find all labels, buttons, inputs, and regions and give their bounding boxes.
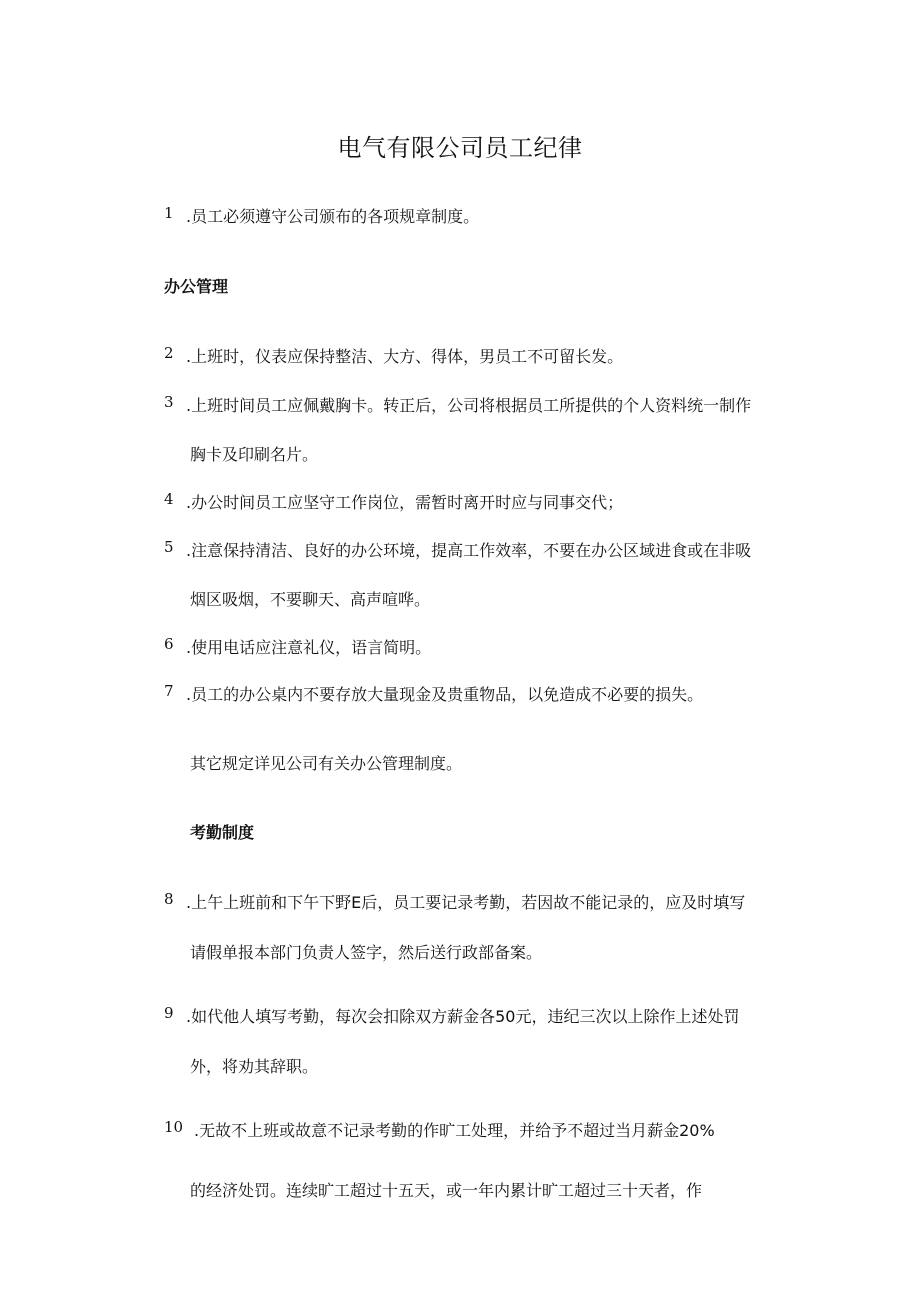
item-text: .员工的办公桌内不要存放大量现金及贵重物品，以免造成不必要的损失。	[186, 685, 704, 704]
section-heading-office: 办公管理	[164, 277, 229, 296]
item-number: 8	[164, 890, 174, 908]
item-number: 2	[164, 344, 174, 362]
office-note: 其它规定详见公司有关办公管理制度。	[190, 754, 463, 773]
document-title: 电气有限公司员工纪律	[337, 134, 583, 162]
item-number: 1	[164, 204, 174, 222]
item-text: .办公时间员工应坚守工作岗位，需暂时离开时应与同事交代；	[186, 493, 624, 512]
item-text: .使用电话应注意礼仪，语言简明。	[186, 638, 432, 657]
item-text: .无故不上班或故意不记录考勤的作旷工处理，并给予不超过当月薪金20%	[194, 1121, 715, 1140]
item-continuation: 烟区吸烟，不要聊天、高声喧哗。	[190, 590, 431, 609]
item-number: 4	[164, 490, 174, 508]
item-number: 5	[164, 538, 174, 556]
item-text: .如代他人填写考勤，每次会扣除双方薪金各50元，违纪三次以上除作上述处罚	[186, 1007, 740, 1026]
item-continuation: 请假单报本部门负责人签字，然后送行政部备案。	[190, 943, 543, 962]
item-text: .上午上班前和下午下野E后，员工要记录考勤，若因故不能记录的，应及时填写	[186, 893, 746, 912]
item-continuation: 胸卡及印刷名片。	[190, 445, 319, 464]
item-text: .员工必须遵守公司颁布的各项规章制度。	[186, 207, 480, 226]
item-text: .上班时，仪表应保持整洁、大方、得体，男员工不可留长发。	[186, 347, 624, 366]
section-heading-attendance: 考勤制度	[190, 823, 255, 842]
item-continuation: 外，将劝其辞职。	[190, 1057, 319, 1076]
item-number: 6	[164, 635, 174, 653]
item-number: 3	[164, 393, 174, 411]
item-continuation: 的经济处罚。连续旷工超过十五天，或一年内累计旷工超过三十天者，作	[190, 1181, 703, 1200]
item-number: 9	[164, 1004, 174, 1022]
item-text: .上班时间员工应佩戴胸卡。转正后，公司将根据员工所提供的个人资料统一制作	[186, 396, 752, 415]
item-number: 7	[164, 682, 174, 700]
item-number: 10	[164, 1118, 184, 1136]
item-text: .注意保持清洁、良好的办公环境，提高工作效率，不要在办公区域进食或在非吸	[186, 541, 752, 560]
